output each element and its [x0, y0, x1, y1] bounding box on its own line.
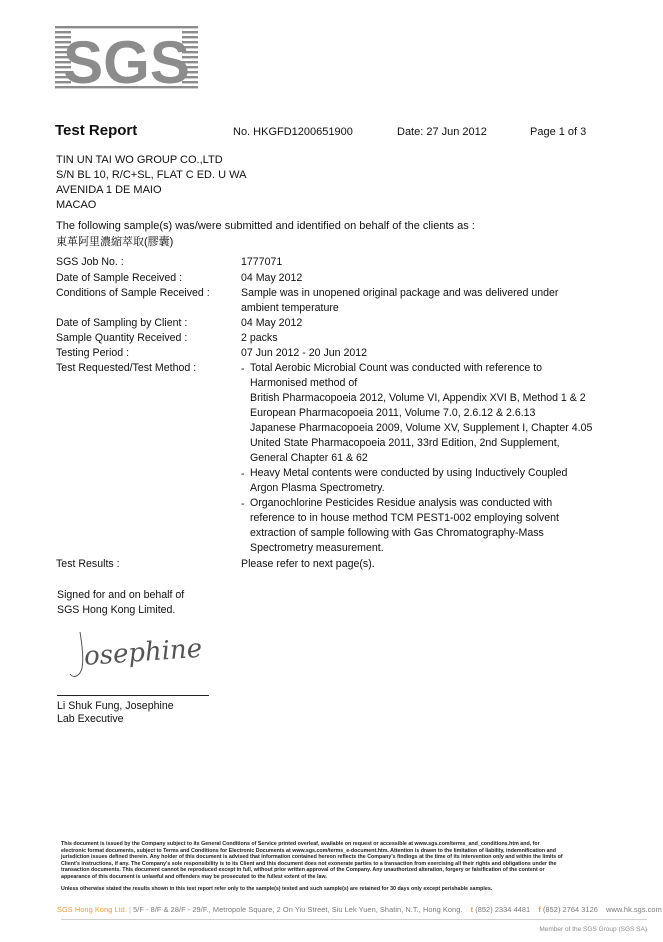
period-label: Testing Period :: [56, 347, 130, 359]
method-line: reference to in house method TCM PEST1-002 employing solvent: [250, 512, 559, 524]
sampling-value: 04 May 2012: [241, 317, 303, 329]
method-line: Heavy Metal contents were conducted by using Inductively Coupled: [250, 467, 568, 479]
signature-graphic: [66, 624, 204, 684]
disclaimer-line: jurisdiction issues defined therein. Any holder of this document is advised that information contained hereon reflects the Company's findings at the time of its intervention only and within the limits of: [61, 854, 563, 861]
quantity-label: Sample Quantity Received :: [56, 332, 188, 344]
method-line: extraction of sample following with Gas Chromatography-Mass: [250, 527, 544, 539]
disclaimer-line: electronic format documents, subject to Terms and Conditions for Electronic Documents at www.sgs.com/terms_e-document.htm. Attention is drawn to the limitation of liability, indemnification and: [61, 847, 557, 854]
report-number: No. HKGFD1200651900: [233, 126, 353, 138]
intro-text: The following sample(s) was/were submitted and identified on behalf of the clients as :: [56, 220, 475, 232]
sample-name: 東革阿里濃縮萃取(膠囊): [56, 236, 174, 248]
footer-divider: [61, 919, 647, 920]
sgs-logo-graphic: [55, 25, 198, 96]
svg-text:osephine: osephine: [83, 633, 204, 672]
signed-on-behalf: Signed for and on behalf of: [57, 589, 185, 601]
method-line: United State Pharmacopoeia 2011, 33rd Edition, 2nd Supplement,: [250, 437, 560, 449]
method-line: Argon Plasma Spectrometry.: [250, 482, 385, 494]
client-line: MACAO: [56, 199, 97, 211]
document-title: Test Report: [55, 122, 138, 139]
method-line: General Chapter 61 & 62: [250, 452, 368, 464]
page-indicator: Page 1 of 3: [530, 126, 587, 138]
period-value: 07 Jun 2012 - 20 Jun 2012: [241, 347, 368, 359]
disclaimer-line: appearance of this document is unlawful and offenders may be prosecuted to the fullest extent of the law.: [61, 874, 327, 880]
conditions-label: Conditions of Sample Received :: [56, 287, 210, 299]
company-address: 5/F - 8/F & 28/F - 29/F., Metropole Square, 2 On Yiu Street, Siu Lek Yuen, Shatin, N.T., Hong Kong.: [133, 905, 463, 914]
method-line: Harmonised method of: [250, 377, 358, 389]
received-value: 04 May 2012: [241, 272, 303, 284]
fax-number: (852) 2764 3126: [542, 905, 598, 914]
disclaimer-line: transaction documents. This document cannot be reproduced except in full, without prior written approval of the Company. Any unauthorized alteration, forgery or falsification of the content or: [61, 867, 545, 874]
website: www.hk.sgs.com: [606, 905, 662, 914]
method-line: Spectrometry measurement.: [250, 542, 384, 554]
client-line: S/N BL 10, R/C+SL, FLAT C ED. U WA: [56, 169, 247, 181]
report-date: Date: 27 Jun 2012: [397, 126, 487, 138]
method-line: British Pharmacopoeia 2012, Volume VI, Appendix XVI B, Method 1 & 2: [250, 392, 586, 404]
company-name: SGS Hong Kong Ltd.: [57, 905, 127, 914]
bullet: -: [241, 363, 245, 375]
method-line: Total Aerobic Microbial Count was conducted with reference to: [250, 362, 543, 374]
member-note: Member of the SGS Group (SGS SA): [539, 926, 647, 933]
client-line: TIN UN TAI WO GROUP CO.,LTD: [56, 154, 223, 166]
disclaimer-line: Client's instructions, if any. The Company's sole responsibility is to its Client and this document does not exonerate parties to a transaction from exercising all their rights and obligations under the: [61, 860, 557, 867]
bullet: -: [241, 468, 245, 480]
logo-text: SGS: [63, 29, 190, 96]
handwritten-signature: [66, 624, 204, 684]
disclaimer-line: This document is issued by the Company subject to its General Conditions of Service printed overleaf, available on request or accessible at www.sgs.com/terms_and_conditions.htm and, for: [61, 841, 540, 847]
sgs-logo: [55, 25, 198, 96]
job-no-value: 1777071: [241, 256, 283, 268]
retention-note: Unless otherwise stated the results shown in this test report refer only to the sample(s) tested and such sample(s) are retained for 30 days only except perishable samples.: [61, 886, 493, 892]
job-no-label: SGS Job No. :: [56, 256, 124, 268]
results-value: Please refer to next page(s).: [241, 558, 375, 570]
signatory-position: Lab Executive: [57, 713, 124, 725]
client-line: AVENIDA 1 DE MAIO: [56, 184, 162, 196]
conditions-value-cont: ambient temperature: [241, 302, 339, 314]
signatory-name: Li Shuk Fung, Josephine: [57, 700, 174, 712]
method-line: European Pharmacopoeia 2011, Volume 7.0, 2.6.12 & 2.6.13: [250, 407, 536, 419]
signed-company: SGS Hong Kong Limited.: [57, 604, 176, 616]
sampling-label: Date of Sampling by Client :: [56, 317, 188, 329]
quantity-value: 2 packs: [241, 332, 278, 344]
conditions-value: Sample was in unopened original package and was delivered under: [241, 287, 559, 299]
received-label: Date of Sample Received :: [56, 272, 183, 284]
signature-line: [57, 695, 209, 696]
tel-label: t: [470, 905, 474, 914]
bullet: -: [241, 498, 245, 510]
method-label: Test Requested/Test Method :: [56, 362, 197, 374]
company-address-bar: SGS Hong Kong Ltd. | 5/F - 8/F & 28/F - 29/F., Metropole Square, 2 On Yiu Street, Siu Lek Yuen, Shatin, N.T., Hong Kong. t (852) 2334 4481 f (852) 2764 3126 www.hk.sgs.com: [57, 905, 662, 914]
method-line: Organochlorine Pesticides Residue analysis was conducted with: [250, 497, 553, 509]
fax-label: f: [538, 905, 541, 914]
method-line: Japanese Pharmacopoeia 2009, Volume XV, Supplement I, Chapter 4.05: [250, 422, 593, 434]
results-label: Test Results :: [56, 558, 120, 570]
tel-number: (852) 2334 4481: [475, 905, 531, 914]
